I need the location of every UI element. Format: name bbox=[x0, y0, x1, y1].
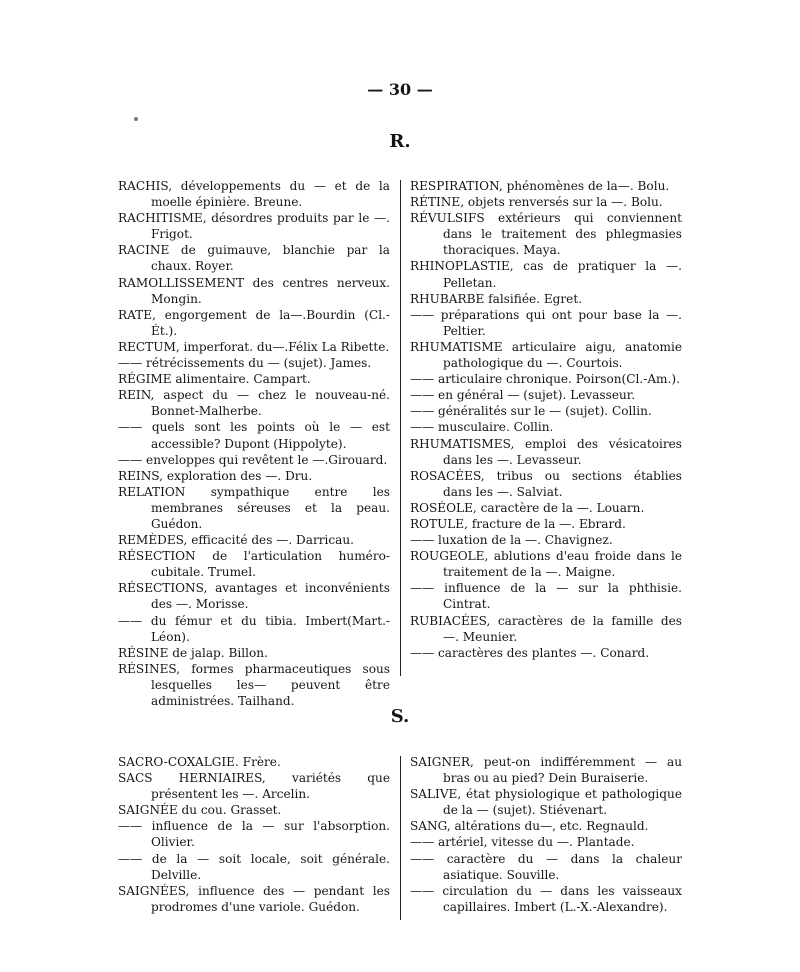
index-entry: RÉVULSIFS extérieurs qui conviennent dans le traitement des phlegmasies thoraciques. Maya. bbox=[410, 211, 682, 258]
index-entry: —— caractère du — dans la chaleur asiatique. Souville. bbox=[410, 851, 682, 882]
index-entry: —— luxation de la —. Chavignez. bbox=[410, 533, 613, 548]
index-entry: SACS HERNIAIRES, variétés que présentent les —. Arcelin. bbox=[118, 771, 390, 802]
index-entry: —— quels sont les points où le — est accessible? Dupont (Hippolyte). bbox=[118, 420, 390, 451]
index-entry: —— enveloppes qui revêtent le —.Girouard. bbox=[118, 452, 388, 467]
index-entry: REIN, aspect du — chez le nouveau-né. Bonnet-Malherbe. bbox=[118, 388, 390, 419]
index-entry: RACINE de guimauve, blanchie par la chaux. Royer. bbox=[118, 243, 390, 274]
index-entry: ROSÉOLE, caractère de la —. Louarn. bbox=[410, 500, 645, 515]
column-divider bbox=[400, 180, 401, 676]
index-entry: SANG, altérations du—, etc. Regnauld. bbox=[410, 819, 649, 834]
section-s-right-column bbox=[410, 754, 682, 915]
index-entry: RÉSECTIONS, avantages et inconvénients des —. Morisse. bbox=[118, 581, 390, 612]
index-entry: RELATION sympathique entre les membranes séreuses et la peau. Guédon. bbox=[118, 484, 390, 531]
index-entry: RÉSECTION de l'articulation huméro-cubitale. Trumel. bbox=[118, 549, 390, 580]
index-entry: RÉSINE de jalap. Billon. bbox=[118, 645, 268, 660]
index-entry: RACHITISME, désordres produits par le —. Frigot. bbox=[118, 211, 390, 242]
index-entry: REMÈDES, efficacité des —. Darricau. bbox=[118, 533, 354, 548]
index-entry: —— de la — soit locale, soit générale. Delville. bbox=[118, 851, 390, 882]
index-entry: SAIGNÉES, influence des — pendant les prodromes d'une variole. Guédon. bbox=[118, 883, 390, 914]
section-r-left-column bbox=[118, 178, 390, 709]
index-entry: —— influence de la — sur la phthisie. Cintrat. bbox=[410, 581, 682, 612]
index-entry: RHINOPLASTIE, cas de pratiquer la —. Pelletan. bbox=[410, 259, 682, 290]
index-entry: RACHIS, développements du — et de la moelle épinière. Breune. bbox=[118, 179, 390, 210]
index-entry: RATE, engorgement de la—.Bourdin (Cl.-Ét.). bbox=[118, 307, 390, 338]
index-entry: —— en général — (sujet). Levasseur. bbox=[410, 388, 636, 403]
page-number: — 30 — bbox=[367, 80, 433, 99]
index-entry: ROUGEOLE, ablutions d'eau froide dans le traitement de la —. Maigne. bbox=[410, 549, 682, 580]
section-letter-r: R. bbox=[389, 131, 411, 152]
index-entry: SAIGNER, peut-on indifféremment — au bras ou au pied? Dein Buraiserie. bbox=[410, 755, 682, 786]
index-entry: RHUBARBE falsifiée. Egret. bbox=[410, 291, 583, 306]
section-letter-s: S. bbox=[390, 706, 410, 727]
index-entry: SALIVE, état physiologique et pathologique de la — (sujet). Stiévenart. bbox=[410, 787, 682, 818]
index-entry: RÉTINE, objets renversés sur la —. Bolu. bbox=[410, 195, 663, 210]
index-entry: RÉGIME alimentaire. Campart. bbox=[118, 372, 311, 387]
index-entry: —— caractères des plantes —. Conard. bbox=[410, 645, 650, 660]
index-entry: —— généralités sur le — (sujet). Collin. bbox=[410, 404, 652, 419]
index-entry: ROTULE, fracture de la —. Ebrard. bbox=[410, 516, 626, 531]
index-entry: RECTUM, imperforat. du—.Félix La Ribette. bbox=[118, 339, 390, 354]
index-entry: RHUMATISMES, emploi des vésicatoires dans les —. Levasseur. bbox=[410, 436, 682, 467]
index-entry: —— circulation du — dans les vaisseaux capillaires. Imbert (L.-X.-Alexandre). bbox=[410, 883, 682, 914]
index-entry: —— musculaire. Collin. bbox=[410, 420, 554, 435]
index-entry: RAMOLLISSEMENT des centres nerveux. Mongin. bbox=[118, 275, 390, 306]
index-entry: —— articulaire chronique. Poirson(Cl.-Am.). bbox=[410, 372, 680, 387]
index-entry: RUBIACÉES, caractères de la famille des —. Meunier. bbox=[410, 613, 682, 644]
index-entry: —— rétrécissements du — (sujet). James. bbox=[118, 356, 372, 371]
index-entry: RÉSINES, formes pharmaceutiques sous lesquelles les— peuvent être administrées. Tailhand. bbox=[118, 661, 390, 708]
column-divider bbox=[400, 756, 401, 920]
ink-speck bbox=[134, 117, 138, 121]
index-entry: ROSACÉES, tribus ou sections établies dans les —. Salviat. bbox=[410, 468, 682, 499]
index-entry: RESPIRATION, phénomènes de la—. Bolu. bbox=[410, 179, 670, 193]
index-entry: —— du fémur et du tibia. Imbert(Mart.-Léon). bbox=[118, 613, 390, 644]
index-entry: SACRO-COXALGIE. Frère. bbox=[118, 755, 281, 769]
section-r-right-column bbox=[410, 178, 682, 661]
index-entry: —— artériel, vitesse du —. Plantade. bbox=[410, 835, 635, 850]
section-s-left-column bbox=[118, 754, 390, 915]
index-entry: —— influence de la — sur l'absorption. Olivier. bbox=[118, 819, 390, 850]
index-entry: SAIGNÉE du cou. Grasset. bbox=[118, 803, 282, 818]
index-entry: —— préparations qui ont pour base la —. Peltier. bbox=[410, 307, 682, 338]
index-entry: REINS, exploration des —. Dru. bbox=[118, 468, 313, 483]
index-entry: RHUMATISME articulaire aigu, anatomie pathologique du —. Courtois. bbox=[410, 339, 682, 371]
